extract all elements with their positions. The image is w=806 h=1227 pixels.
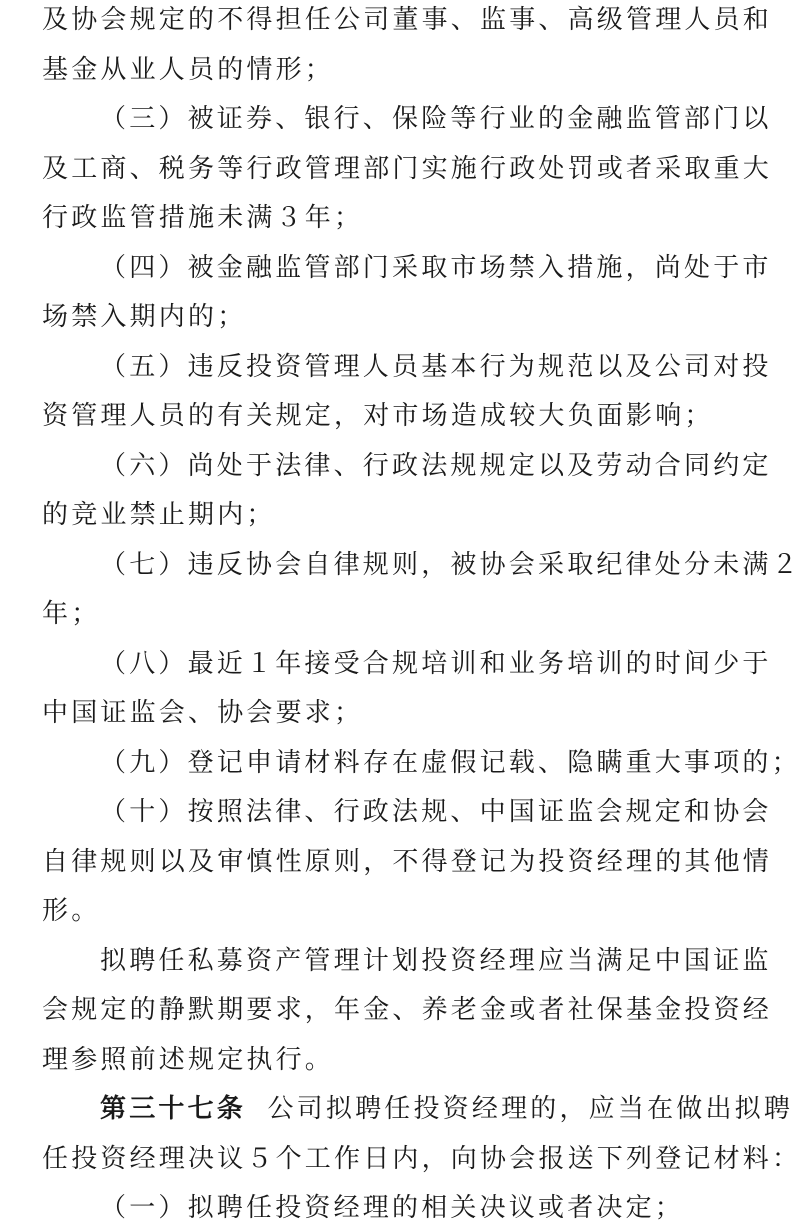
text-line: （一）拟聘任投资经理的相关决议或者决定； — [100, 1193, 685, 1223]
article-text: 公司拟聘任投资经理的，应当在做出拟聘 — [267, 1094, 794, 1124]
text-line: 形。 — [42, 896, 101, 926]
text-line: （九）登记申请材料存在虚假记载、隐瞒重大事项的； — [100, 748, 801, 778]
text-line: 及工商、税务等行政管理部门实施行政处罚或者采取重大 — [42, 154, 773, 184]
text-line: （十）按照法律、行政法规、中国证监会规定和协会 — [100, 797, 772, 827]
text-line: 自律规则以及审慎性原则，不得登记为投资经理的其他情 — [42, 847, 773, 877]
text-line: 及协会规定的不得担任公司董事、监事、高级管理人员和 — [42, 5, 773, 35]
text-line: （五）违反投资管理人员基本行为规范以及公司对投 — [100, 352, 772, 382]
text-line: 任投资经理决议５个工作日内，向协会报送下列登记材料： — [42, 1144, 802, 1174]
text-line: （三）被证券、银行、保险等行业的金融监管部门以 — [100, 104, 772, 134]
text-line: （四）被金融监管部门采取市场禁入措施，尚处于市 — [100, 253, 772, 283]
text-line: 中国证监会、协会要求； — [42, 698, 364, 728]
text-line: 基金从业人员的情形； — [42, 55, 335, 85]
text-line: 的竞业禁止期内； — [42, 500, 276, 530]
text-line: 会规定的静默期要求，年金、养老金或者社保基金投资经 — [42, 995, 773, 1025]
text-line: 场禁入期内的； — [42, 302, 247, 332]
text-line: （七）违反协会自律规则，被协会采取纪律处分未满２ — [100, 550, 801, 580]
text-line: 拟聘任私募资产管理计划投资经理应当满足中国证监 — [100, 946, 772, 976]
text-line: 年； — [42, 599, 101, 629]
article-heading: 第三十七条 — [100, 1094, 247, 1124]
text-line: （八）最近１年接受合规培训和业务培训的时间少于 — [100, 649, 772, 679]
text-line: 行政监管措施未满３年； — [42, 203, 364, 233]
text-line: 资管理人员的有关规定，对市场造成较大负面影响； — [42, 401, 714, 431]
text-line: （六）尚处于法律、行政法规规定以及劳动合同约定 — [100, 451, 772, 481]
text-line: 理参照前述规定执行。 — [42, 1045, 335, 1075]
article-line — [100, 1091, 793, 1127]
